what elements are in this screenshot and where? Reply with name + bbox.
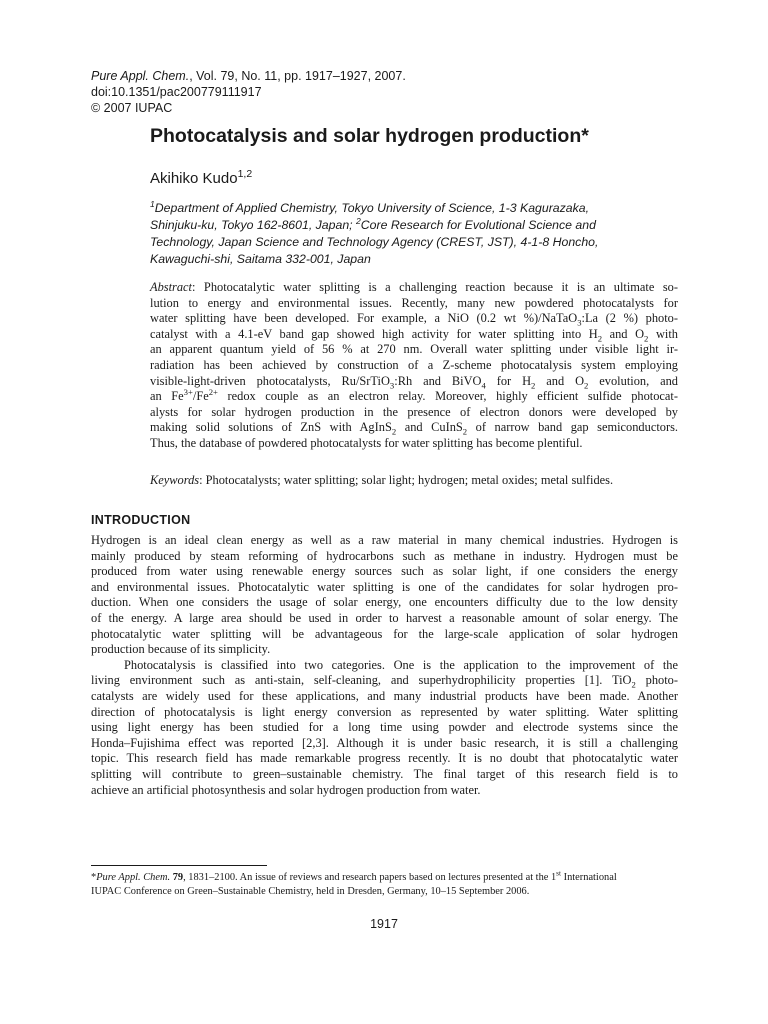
abstract-line: making solid solutions of ZnS with AgInS$_2$ and CuInS$_2$ of narrow band gap semiconductors. bbox=[150, 420, 679, 437]
keywords bbox=[150, 473, 678, 488]
body-line: Honda–Fujishima effect was reported [2,3]. Although it is under basic research, it is still a challenging bbox=[91, 735, 678, 750]
footnote-line: *Pure Appl. Chem. 79, 1831–2100. An issue of reviews and research papers based on lectures presented at the 1st International bbox=[91, 869, 617, 883]
abstract-line: Thus, the database of powdered photocatalysts for water splitting has become plentiful. bbox=[150, 435, 583, 450]
abstract-line: an $Fe^{3+}/Fe^{2+}$ redox couple as an electron relay. Moreover, highly efficient sulfide photocat- bbox=[150, 387, 678, 404]
affiliation-line-4: Kawaguchi-shi, Saitama 332-001, Japan bbox=[150, 252, 371, 266]
author-affiliation-marks: 1,2 bbox=[237, 168, 253, 180]
body-line: splitting will contribute to green–sustainable chemistry. The final target of this research field is to bbox=[91, 766, 678, 781]
article-title: Photocatalysis and solar hydrogen production* bbox=[150, 125, 589, 147]
copyright-notice: © 2007 IUPAC bbox=[91, 101, 173, 115]
body-line: direction of photocatalysis is light energy conversion as represented by water splitting. Water splitting bbox=[91, 704, 678, 719]
abstract-line: radiation has been achieved by construction of a Z-scheme photocatalysis system employing bbox=[150, 357, 678, 372]
author-line bbox=[150, 170, 252, 187]
abstract-line: water splitting have been developed. For example, a NiO (0.2 wt %)/NaTaO$_3$:La (2 %) photo- bbox=[150, 311, 678, 328]
journal-name: Pure Appl. Chem. bbox=[91, 69, 190, 83]
page-number: 1917 bbox=[370, 917, 398, 931]
abstract-label: Abstract bbox=[150, 280, 192, 294]
keywords-text: : Photocatalysts; water splitting; solar light; hydrogen; metal oxides; metal sulfides. bbox=[199, 473, 614, 487]
body-line: mainly produced by steam reforming of hydrocarbons such as methane in industry. Hydrogen must be bbox=[91, 548, 678, 563]
citation-details: , Vol. 79, No. 11, pp. 1917–1927, 2007. bbox=[189, 69, 406, 83]
body-text bbox=[91, 533, 678, 798]
body-line: Hydrogen is an ideal clean energy as well as a raw material in many chemical industries. Hydrogen is bbox=[91, 533, 678, 547]
abstract-line: visible-light-driven photocatalysts, Ru/SrTiO$_3$:Rh and BiVO$_4$ for $H_2$ and $O_2$ evolution, and bbox=[150, 373, 678, 391]
body-line: duction. When one considers the usage of solar energy, one encounters difficulty due to the low density bbox=[91, 595, 678, 610]
footnote bbox=[91, 871, 678, 899]
abstract-line: an apparent quantum yield of 56 % at 270 nm. Overall water splitting under visible light ir- bbox=[150, 342, 678, 357]
body-line: photocatalytic water splitting will be advantageous for the large-scale application of solar hydrogen bbox=[91, 626, 678, 641]
abstract-line: lution to energy and environmental issues. Recently, many new powdered photocatalysts for bbox=[150, 295, 678, 310]
body-line: using light energy has been studied for a long time using powder and electrode systems since the bbox=[91, 720, 678, 735]
citation-line bbox=[91, 68, 406, 84]
section-heading: INTRODUCTION bbox=[91, 513, 191, 527]
citation-block bbox=[91, 68, 406, 116]
author-name: Akihiko Kudo bbox=[150, 170, 238, 187]
body-line: living environment such as anti-stain, self-cleaning, and superhydrophilicity properties [1]. TiO$_2$ photo- bbox=[91, 673, 678, 690]
abstract bbox=[150, 280, 678, 452]
doi-link[interactable]: doi:10.1351/pac200779111917 bbox=[91, 85, 262, 99]
affiliation-line-1: $^1$Department of Applied Chemistry, Tokyo University of Science, 1-3 Kagurazaka, bbox=[150, 198, 590, 215]
body-line: topic. This research field has made remarkable progress recently. It is no doubt that photocatalytic water bbox=[91, 751, 678, 766]
affiliation-block bbox=[150, 200, 678, 268]
footnote-line: IUPAC Conference on Green–Sustainable Chemistry, held in Dresden, Germany, 10–15 September 2006. bbox=[91, 886, 530, 897]
body-line: produced from water using renewable energy sources such as solar light, if one considers the energy bbox=[91, 564, 678, 579]
body-line: and environmental issues. Photocatalytic water splitting is one of the candidates for solar hydrogen pro- bbox=[91, 579, 678, 594]
body-line: achieve an artificial photosynthesis and solar hydrogen production from water. bbox=[91, 782, 481, 797]
affiliation-line-3: Technology, Japan Science and Technology Agency (CREST, JST), 4-1-8 Honcho, bbox=[150, 235, 599, 249]
abstract-line: catalyst with a 4.1-eV band gap showed high activity for water splitting into $H_2$ and $O_2$ with bbox=[150, 326, 678, 344]
footnote-divider bbox=[91, 865, 267, 866]
abstract-line: alysts for solar hydrogen production in the presence of electron donors were developed by bbox=[150, 404, 678, 419]
abstract-line: Abstract: Photocatalytic water splitting is a challenging reaction because it is an ultimate so- bbox=[150, 280, 678, 294]
body-line: Photocatalysis is classified into two categories. One is the application to the improvement of the bbox=[124, 657, 678, 672]
body-line: catalysts are widely used for these applications, and many industrial products have been made. Another bbox=[91, 688, 678, 703]
affiliation-line-2: Shinjuku-ku, Tokyo 162-8601, Japan; $^2$Core Research for Evolutional Science and bbox=[150, 215, 596, 232]
body-line: production because of its simplicity. bbox=[91, 642, 271, 657]
keywords-label: Keywords bbox=[150, 473, 200, 487]
body-line: of the energy. A large area should be used in order to harvest a reasonable amount of solar energy. The bbox=[91, 610, 678, 625]
